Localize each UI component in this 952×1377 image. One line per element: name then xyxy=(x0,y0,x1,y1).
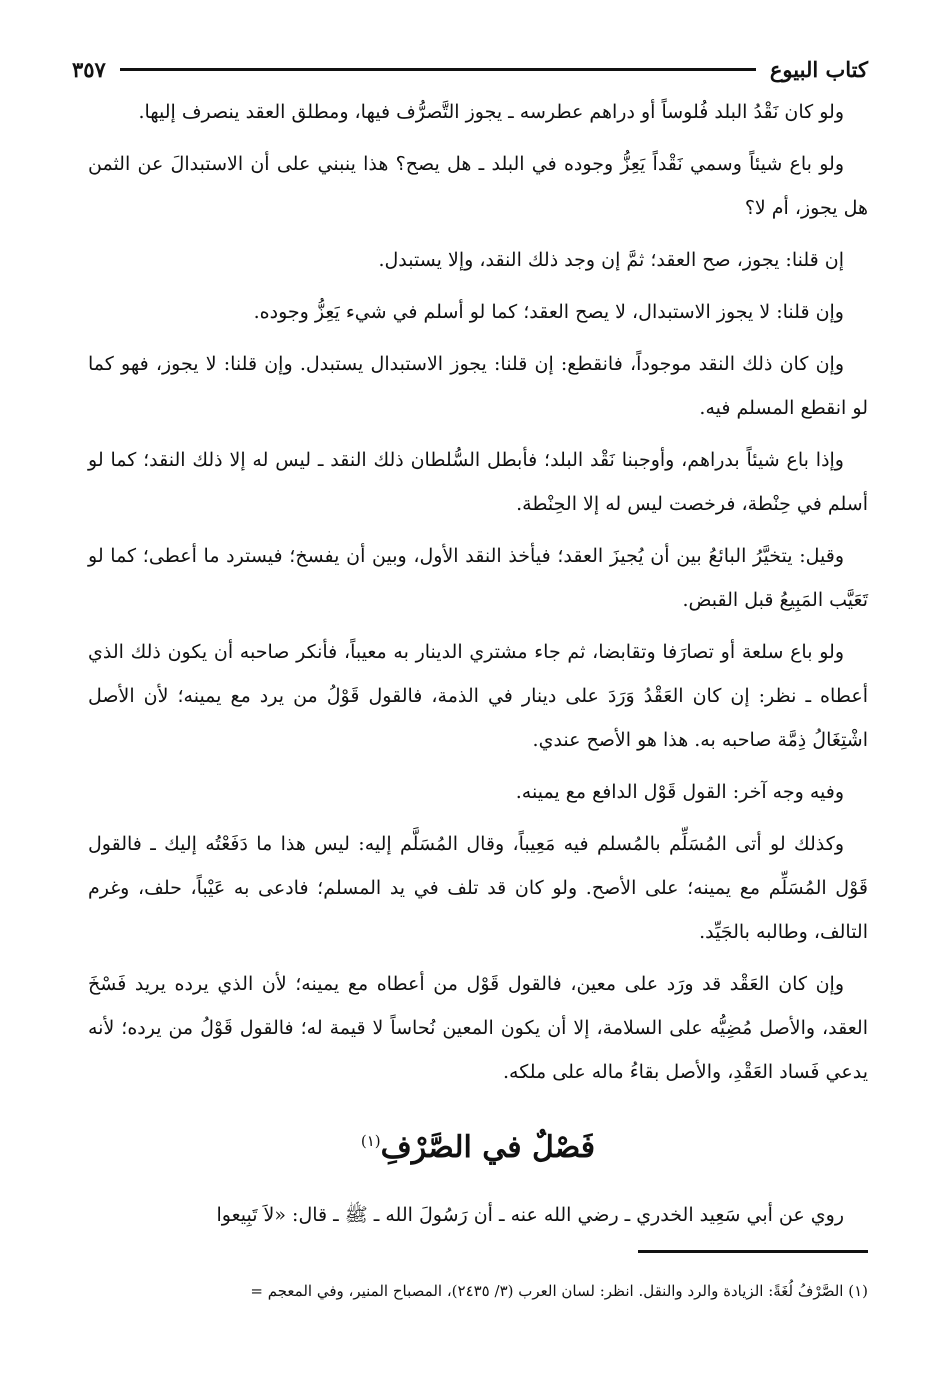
page-number: ٣٥٧ xyxy=(72,56,106,82)
paragraph: وقيل: يتخيَّرُ البائعُ بين أن يُجيزَ العقد؛ فيأخذ النقد الأول، وبين أن يفسخ؛ فيسترد ما أعطى؛ كما لو تَعَيَّب المَبِيعُ قبل القبض. xyxy=(88,545,868,611)
footnote-marker: (١) xyxy=(360,1132,381,1150)
section-heading-text: فَصْلٌ في الصَّرْفِ xyxy=(380,1130,596,1165)
paragraph: وإن كان العَقْد قد ورَد على معين، فالقول قَوْل من أعطاه مع يمينه؛ لأن الذي يرده يريد فَسْخَ العقد، والأصل مُضِيُّه على السلامة، إلا أن يكون المعين نُحاساً لا قيمة له؛ فالقول قَوْلُ من يرده؛ لأنه يدعي فَساد العَقْدِ، والأصل بقاءُ ماله على ملكه. xyxy=(88,973,868,1083)
book-title: كتاب البيوع xyxy=(769,56,868,82)
section-first-line: روي عن أبي سَعِيد الخدري ـ رضي الله عنه ـ أن رَسُولَ الله ـ ﷺ ـ قال: «لاَ تَبِيعوا xyxy=(216,1204,844,1226)
paragraph: وإن كان ذلك النقد موجوداً، فانقطع: إن قلنا: يجوز الاستبدال يستبدل. وإن قلنا: لا يجوز، فهو كما لو انقطع المسلم فيه. xyxy=(88,353,868,419)
footnote: (١) الصَّرْفُ لُغَةً: الزيادة والرد والنقل. انظر: لسان العرب (٣/ ٢٤٣٥)، المصباح المنير، وفي المعجم = xyxy=(250,1282,868,1300)
paragraph: ولو كان نَقْدُ البلد فُلوساً أو دراهم عطرسه ـ يجوز التَّصرُّف فيها، ومطلق العقد ينصرف إليها. xyxy=(138,101,844,123)
paragraph: ولو باع سلعة أو تصارَفا وتقابضا، ثم جاء مشتري الدينار به معيباً، فأنكر صاحبه أن يكون ذلك الذي أعطاه ـ نظر: إن كان العَقْدُ وَرَدَ على دينار في الذمة، فالقول قَوْلُ من يرد مع يمينه؛ لأن الأصل اشْتِغَالُ ذِمَّة صاحبه به. هذا هو الأصح عندي. xyxy=(88,641,868,751)
page-body xyxy=(88,90,868,1245)
paragraph: وفيه وجه آخر: القول قَوْل الدافع مع يمينه. xyxy=(515,781,844,803)
paragraph: وإن قلنا: لا يجوز الاستبدال، لا يصح العقد؛ كما لو أسلم في شيء يَعِزُّ وجوده. xyxy=(253,301,844,323)
paragraph: وإذا باع شيئاً بدراهم، وأوجبنا نَقْد البلد؛ فأبطل السُّلطان ذلك النقد ـ ليس له إلا ذلك النقد؛ كما لو أسلم في حِنْطة، فرخصت ليس له إلا الحِنْطة. xyxy=(88,449,868,515)
paragraph: وكذلك لو أتى المُسَلِّم بالمُسلم فيه مَعِيباً، وقال المُسَلَّم إليه: ليس هذا ما دَفَعْتُه إليك ـ فالقول قَوْل المُسَلِّم مع يمينه؛ على الأصح. ولو كان قد تلف في يد المسلم؛ فادعى به عَيْباً، حلف، وغرم التالف، وطالبه بالجَيِّد. xyxy=(88,833,868,943)
running-header xyxy=(72,52,868,86)
header-rule xyxy=(120,68,756,71)
paragraph: ولو باع شيئاً وسمي نَقْداً يَعِزُّ وجوده في البلد ـ هل يصح؟ هذا ينبني على أن الاستبدالَ عن الثمن هل يجوز، أم لا؟ xyxy=(88,153,868,219)
footnote-rule xyxy=(638,1250,868,1253)
section-heading xyxy=(88,1114,868,1175)
paragraph: إن قلنا: يجوز، صح العقد؛ ثمَّ إن وجد ذلك النقد، وإلا يستبدل. xyxy=(378,249,844,271)
